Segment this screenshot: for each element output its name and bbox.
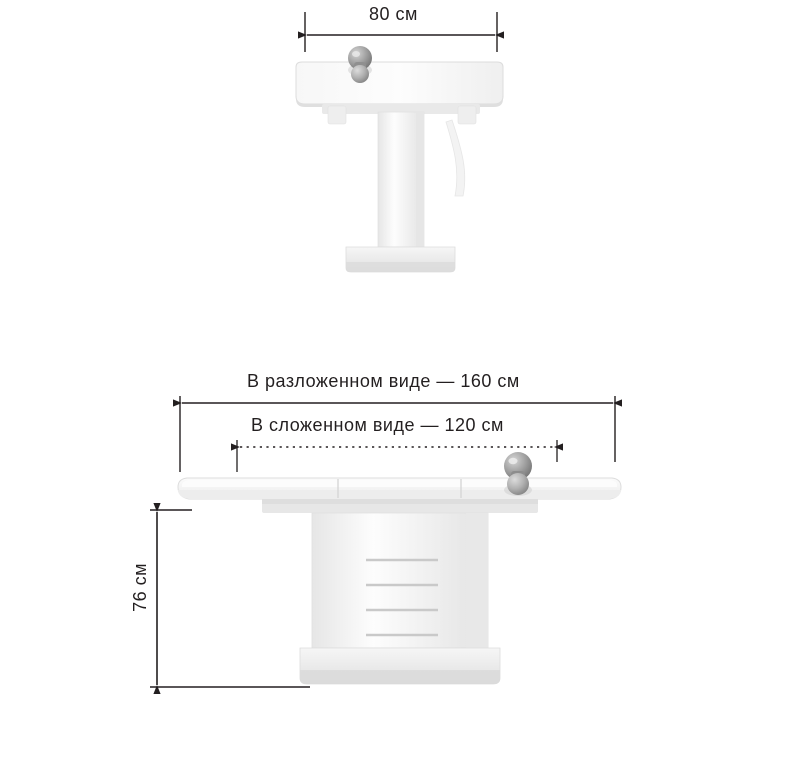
folded-width-label: В сложенном виде — 120 см bbox=[251, 415, 504, 435]
height-dimension bbox=[150, 510, 310, 687]
table-top-view-illustration bbox=[296, 46, 503, 272]
unfolded-width-label: В разложенном виде — 160 см bbox=[247, 371, 520, 391]
height-label: 76 см bbox=[130, 563, 150, 612]
top-view-width-label: 80 см bbox=[369, 4, 418, 24]
table-front-view-illustration bbox=[178, 452, 621, 684]
